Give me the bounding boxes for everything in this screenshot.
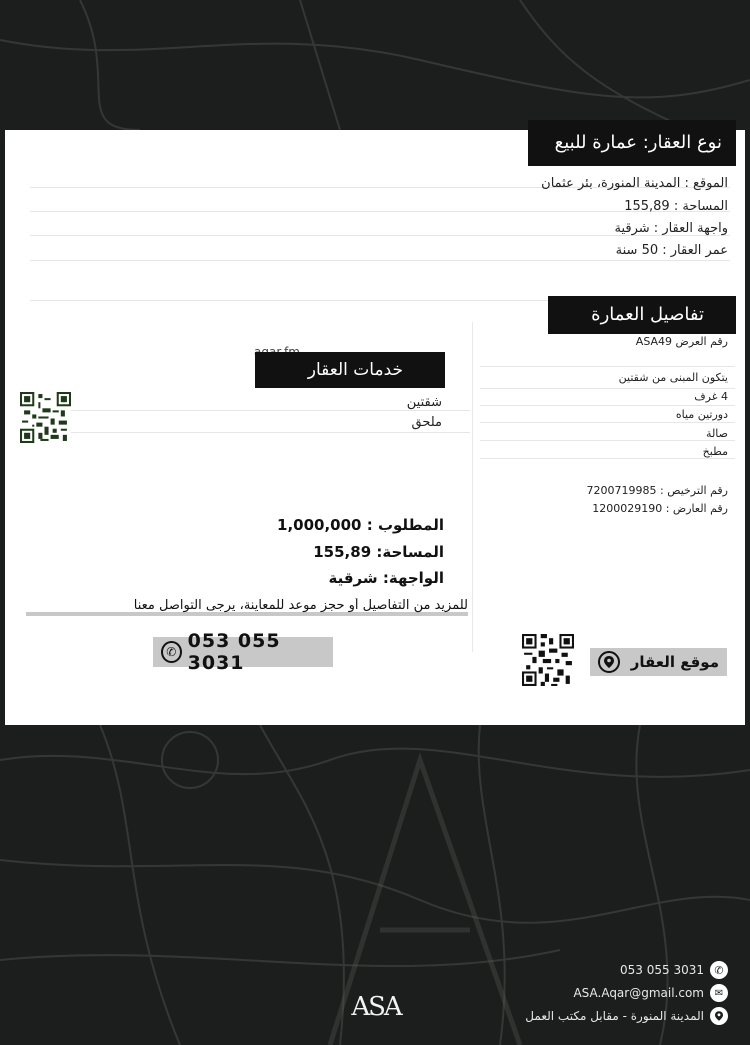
age-info: عمر العقار : 50 سنة — [615, 243, 728, 258]
map-pin-icon — [598, 651, 620, 673]
phone-icon: ✆ — [710, 961, 728, 979]
property-type-banner — [528, 120, 736, 166]
advertiser-number: رقم العارض : 1200029190 — [592, 502, 728, 515]
building-details-banner — [548, 296, 736, 334]
services-banner — [255, 352, 445, 388]
detail-item: يتكون المبنى من شقتين — [618, 371, 728, 384]
facade-info: واجهة العقار : شرقية — [614, 221, 728, 236]
footer-email[interactable] — [573, 983, 728, 1003]
license-number: رقم الترخيص : 7200719985 — [586, 484, 728, 497]
detail-item: دورتين مياه — [675, 408, 728, 421]
footer-email-text: ASA.Aqar@gmail.com — [573, 986, 704, 1000]
phone-icon: ✆ — [161, 641, 182, 663]
services-title: خدمات العقار — [307, 360, 403, 380]
service-item: ملحق — [411, 415, 442, 430]
qr-code-small[interactable] — [20, 392, 71, 443]
location-pin-icon — [710, 1007, 728, 1025]
service-item: شقتين — [406, 395, 442, 410]
footer-address-text: المدينة المنورة - مقابل مكتب العمل — [525, 1009, 704, 1023]
location-button[interactable] — [590, 648, 727, 676]
cta-text: للمزيد من التفاصيل أو حجز موعد للمعاينة، يرجى التواصل معنا — [133, 598, 468, 613]
price-required: المطلوب : 1,000,000 — [277, 516, 444, 534]
phone-button[interactable] — [153, 630, 333, 674]
footer-phone-text: 053 055 3031 — [620, 963, 704, 977]
detail-item: مطبخ — [702, 445, 728, 458]
property-type-text: نوع العقار: عمارة للبيع — [554, 132, 722, 153]
footer-phone[interactable] — [620, 960, 728, 980]
price-area: المساحة: 155,89 — [313, 543, 444, 561]
area-info: المساحة : 155,89 — [624, 199, 728, 214]
company-logo: ASA — [351, 992, 401, 1022]
phone-number: 053 055 3031 — [187, 630, 281, 674]
location-info: الموقع : المدينة المنورة، بئر عثمان — [541, 176, 728, 191]
offer-number: رقم العرض ASA49 — [635, 335, 728, 348]
footer-address — [525, 1006, 728, 1026]
qr-code-location[interactable] — [522, 634, 574, 686]
column-divider — [472, 322, 473, 652]
building-details-title: تفاصيل العمارة — [591, 304, 704, 325]
location-button-label: موقع العقار — [630, 653, 719, 671]
price-facade: الواجهة: شرقية — [328, 569, 444, 587]
detail-item: 4 غرف — [694, 390, 728, 403]
email-icon: ✉ — [710, 984, 728, 1002]
detail-item: صالة — [706, 427, 728, 440]
